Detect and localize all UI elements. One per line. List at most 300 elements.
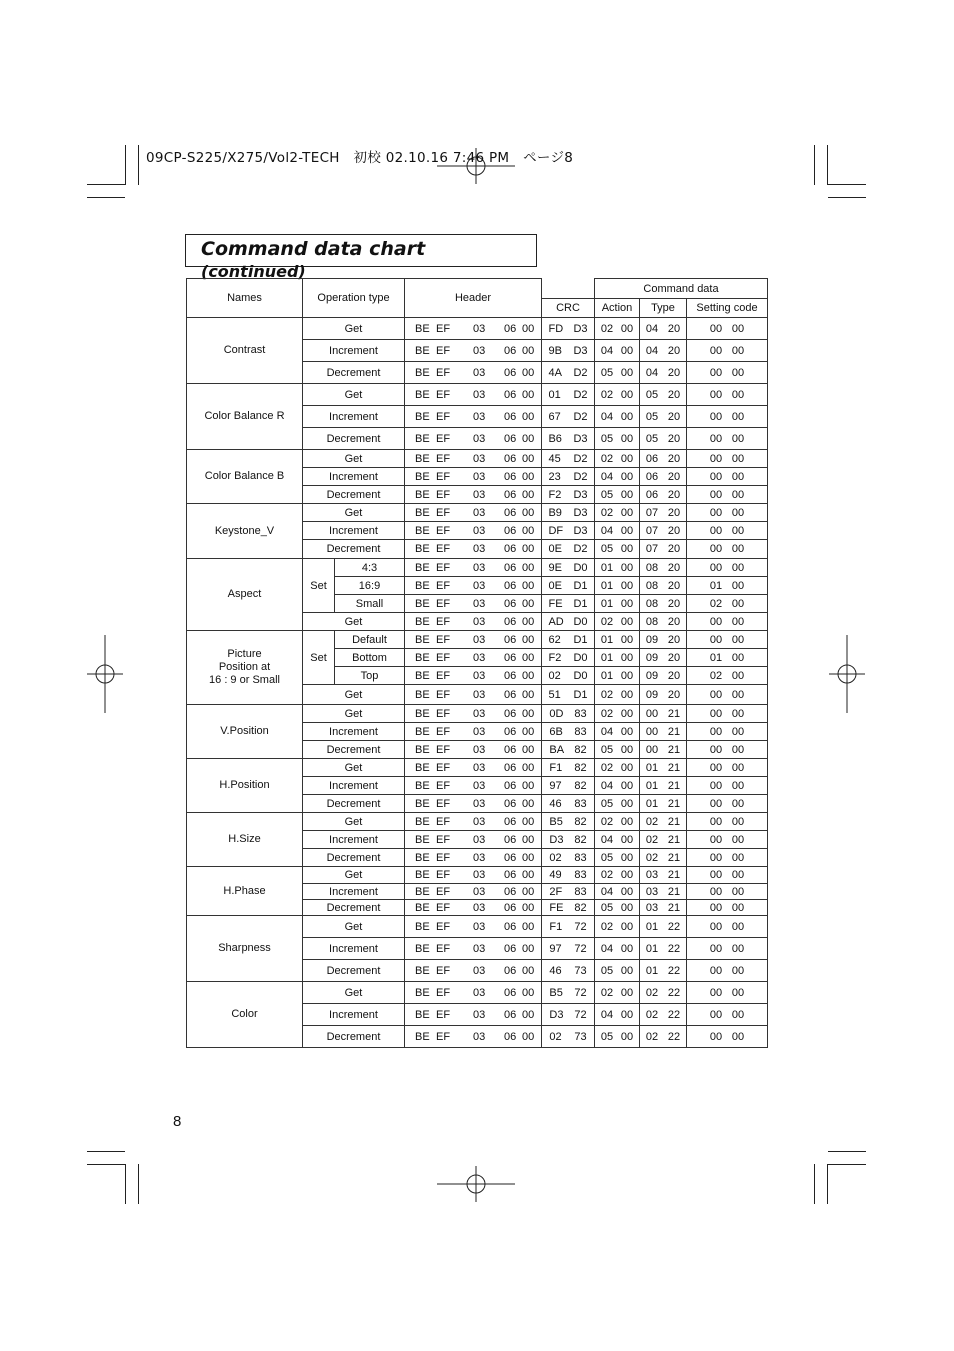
byte: 05 [600,432,614,445]
byte: 01 [600,669,614,682]
crc-cell [542,777,595,795]
type-cell [640,318,687,340]
byte: 04 [600,725,614,738]
byte: 06 [504,743,517,756]
byte: 00 [709,869,723,881]
page-number: 8 [173,1113,182,1130]
group-name: V.Position [220,725,269,737]
byte: EF [436,797,451,810]
byte: 00 [709,524,723,537]
byte: 00 [620,869,634,881]
print-slug: 09CP-S225/X275/Vol2-TECH 初校 02.10.16 7:46 PM ページ8 [146,150,574,166]
crc-cell [542,649,595,667]
byte: BE [415,901,430,914]
byte: 06 [504,725,517,738]
byte: EF [436,543,451,555]
setting-cell [687,406,768,428]
byte: 02 [549,851,562,864]
action-cell [595,916,640,938]
byte: 20 [667,410,681,423]
byte: 03 [473,322,486,335]
byte: 03 [473,779,486,792]
byte: EF [436,561,451,574]
byte: BE [415,597,430,610]
byte: 00 [731,344,745,357]
byte: 04 [600,885,614,898]
byte: 62 [548,633,561,646]
crc-cell [542,759,595,777]
byte: 04 [600,779,614,792]
byte: 00 [709,561,723,574]
byte: 03 [473,432,486,445]
byte: 00 [620,797,634,810]
byte: 06 [504,797,517,810]
byte: 00 [709,942,723,955]
byte: 00 [620,597,634,610]
op-sub-cell: Top [335,667,405,685]
byte: 00 [731,651,745,664]
byte: EF [436,901,451,914]
byte: BE [415,633,430,646]
byte: 06 [504,543,517,555]
action-cell [595,540,640,559]
byte: 00 [709,1008,723,1021]
byte: 07 [645,524,659,537]
crc-cell [542,540,595,559]
byte: BE [415,1030,430,1043]
table-row [187,705,768,723]
byte: 51 [548,688,561,701]
type-cell [640,960,687,982]
table-row [187,867,768,884]
byte: 00 [522,410,535,423]
byte: 21 [667,833,681,846]
byte: BE [415,986,430,999]
group-name-cell [187,705,303,759]
type-cell [640,649,687,667]
byte: 04 [600,1008,614,1021]
byte: 83 [574,885,587,898]
byte: EF [436,366,451,379]
action-cell [595,318,640,340]
byte: D1 [573,579,588,592]
byte: 00 [620,851,634,864]
byte: 22 [667,1030,681,1043]
op-cell: Increment [303,340,405,362]
byte: 00 [731,561,745,574]
op-cell: Get [303,867,405,884]
byte: 03 [473,597,486,610]
byte: 00 [731,432,745,445]
byte: 00 [522,725,535,738]
type-cell [640,577,687,595]
byte: 00 [731,688,745,701]
byte: 04 [600,410,614,423]
byte: 00 [731,470,745,483]
byte: 00 [709,432,723,445]
op-cell: Get [303,450,405,468]
byte: 02 [600,761,614,774]
byte: 20 [667,688,681,701]
group-name-cell [187,813,303,867]
byte: 00 [709,901,723,914]
type-cell [640,631,687,649]
group-name: Keystone_V [214,524,275,537]
byte: BE [415,743,430,756]
byte: B5 [549,815,563,828]
setting-cell [687,849,768,867]
crc-cell [542,450,595,468]
op-cell: Get [303,813,405,831]
byte: EF [436,920,451,933]
byte: 82 [574,901,587,914]
header-operation-type: Operation type [303,279,405,318]
byte: 06 [504,833,517,846]
byte: 00 [522,579,535,592]
byte: 22 [667,964,681,977]
action-cell [595,705,640,723]
byte: 00 [645,707,659,720]
byte: 00 [522,366,535,379]
byte: 00 [620,561,634,574]
setting-cell [687,559,768,577]
header-bytes-cell [405,428,542,450]
byte: 06 [504,344,517,357]
type-cell [640,450,687,468]
header-action: Action [595,299,640,318]
byte: 83 [574,725,587,738]
group-name-line: 16 : 9 or Small [209,674,280,686]
title-box [185,234,537,281]
header-bytes-cell [405,468,542,486]
byte: D3 [573,322,588,335]
byte: 00 [620,651,634,664]
byte: 06 [504,1008,517,1021]
byte: 00 [522,615,535,628]
crc-cell [542,1004,595,1026]
setting-cell [687,318,768,340]
byte: 00 [645,743,659,756]
crop-mark [828,184,866,185]
header-bytes-cell [405,577,542,595]
byte: EF [436,452,451,465]
byte: 6B [549,725,563,738]
byte: 04 [600,344,614,357]
byte: 00 [731,885,745,898]
op-sub-cell: Bottom [335,649,405,667]
byte: 04 [600,833,614,846]
byte: 03 [473,452,486,465]
setting-cell [687,468,768,486]
byte: 00 [522,964,535,977]
table-row [187,813,768,831]
header-names: Names [187,279,303,318]
byte: BE [415,942,430,955]
byte: 00 [522,561,535,574]
header-bytes-cell [405,667,542,685]
type-cell [640,685,687,705]
action-cell [595,595,640,613]
byte: 05 [645,410,659,423]
byte: 00 [522,688,535,701]
group-name: H.Size [228,833,261,845]
byte: 00 [522,797,535,810]
byte: 00 [522,761,535,774]
group-name-cell [187,759,303,813]
byte: 23 [548,470,561,483]
byte: 20 [667,651,681,664]
byte: 06 [504,470,517,483]
byte: 72 [574,942,587,955]
byte: 46 [549,964,562,977]
byte: 83 [574,851,587,864]
byte: 21 [667,779,681,792]
byte: 06 [504,1030,517,1043]
setting-cell [687,450,768,468]
byte: 9E [548,561,562,574]
crc-cell [542,428,595,450]
byte: 01 [709,651,723,664]
crc-cell [542,613,595,631]
group-name-cell [187,450,303,504]
setting-cell [687,504,768,522]
setting-cell [687,667,768,685]
crc-cell [542,849,595,867]
byte: 00 [522,388,535,401]
type-cell [640,1026,687,1048]
crop-mark [125,1164,126,1204]
byte: 00 [731,579,745,592]
byte: BE [415,579,430,592]
header-bytes-cell [405,705,542,723]
byte: 21 [667,901,681,914]
setting-cell [687,831,768,849]
byte: 00 [709,322,723,335]
byte: 00 [522,597,535,610]
byte: 02 [600,707,614,720]
byte: 06 [504,669,517,682]
byte: 72 [574,1008,587,1021]
type-cell [640,522,687,540]
byte: EF [436,579,451,592]
crc-cell [542,813,595,831]
header-bytes-cell [405,960,542,982]
byte: 00 [522,669,535,682]
crop-mark [87,197,125,198]
byte: 06 [504,410,517,423]
type-cell [640,428,687,450]
op-cell: Get [303,982,405,1004]
action-cell [595,362,640,384]
byte: 03 [473,470,486,483]
byte: BE [415,885,430,898]
setting-cell [687,577,768,595]
setting-cell [687,384,768,406]
crc-cell [542,667,595,685]
crc-cell [542,916,595,938]
byte: 00 [709,885,723,898]
setting-cell [687,685,768,705]
byte: EF [436,633,451,646]
byte: 21 [667,797,681,810]
byte: 00 [620,579,634,592]
byte: 06 [645,452,659,465]
byte: 06 [504,707,517,720]
crc-cell [542,831,595,849]
byte: 00 [709,366,723,379]
crop-mark [814,145,815,185]
header-type: Type [640,299,687,318]
byte: BE [415,725,430,738]
op-cell: Decrement [303,900,405,916]
byte: D0 [573,669,588,682]
op-sub-cell: 16:9 [335,577,405,595]
header-bytes-cell [405,900,542,916]
byte: 06 [504,452,517,465]
table-row [187,318,768,340]
byte: 01 [600,651,614,664]
byte: 08 [645,579,659,592]
byte: 07 [645,543,659,555]
byte: 03 [473,1008,486,1021]
byte: 00 [709,633,723,646]
byte: 00 [731,388,745,401]
table-row [187,759,768,777]
byte: 00 [620,615,634,628]
byte: 00 [709,452,723,465]
header-bytes-cell [405,613,542,631]
byte: 22 [667,920,681,933]
header-bytes-cell [405,723,542,741]
op-cell: Increment [303,406,405,428]
setting-cell [687,613,768,631]
crc-cell [542,504,595,522]
crop-mark [138,1164,139,1204]
byte: BE [415,761,430,774]
type-cell [640,938,687,960]
byte: 00 [620,833,634,846]
group-name-cell [187,559,303,631]
type-cell [640,595,687,613]
header-bytes-cell [405,831,542,849]
byte: 03 [473,885,486,898]
byte: 05 [600,743,614,756]
byte: 00 [731,366,745,379]
byte: 03 [473,651,486,664]
byte: 0E [548,543,562,555]
setting-cell [687,705,768,723]
byte: 00 [620,388,634,401]
byte: 00 [709,964,723,977]
type-cell [640,813,687,831]
byte: 22 [667,1008,681,1021]
byte: 05 [600,797,614,810]
byte: BE [415,506,430,519]
group-name-cell [187,982,303,1048]
byte: 03 [645,885,659,898]
byte: 00 [620,470,634,483]
header-bytes-cell [405,849,542,867]
header-bytes-cell [405,982,542,1004]
byte: 00 [522,524,535,537]
type-cell [640,559,687,577]
byte: 00 [731,488,745,501]
crop-mark [814,1164,815,1204]
byte: 21 [667,851,681,864]
byte: 20 [667,344,681,357]
title-main: Command data chart [201,238,426,260]
byte: 00 [731,964,745,977]
byte: 06 [504,942,517,955]
op-cell: Get [303,613,405,631]
op-cell: Decrement [303,960,405,982]
byte: 03 [645,901,659,914]
header-bytes-cell [405,685,542,705]
op-sub-cell: Small [335,595,405,613]
action-cell [595,450,640,468]
byte: 20 [667,561,681,574]
header-bytes-cell [405,795,542,813]
byte: EF [436,1008,451,1021]
byte: 00 [620,942,634,955]
byte: D3 [549,1008,564,1021]
header-bytes-cell [405,559,542,577]
table-row [187,916,768,938]
byte: EF [436,651,451,664]
byte: 00 [620,1030,634,1043]
byte: D3 [573,524,588,537]
byte: D2 [573,410,588,423]
byte: 01 [600,561,614,574]
byte: 02 [600,615,614,628]
byte: 01 [645,779,659,792]
byte: EF [436,1030,451,1043]
byte: EF [436,869,451,881]
byte: 06 [504,779,517,792]
byte: 00 [620,688,634,701]
byte: 20 [667,322,681,335]
group-name: Color [231,1008,258,1020]
byte: 03 [473,344,486,357]
byte: D2 [573,388,588,401]
setting-cell [687,631,768,649]
byte: BE [415,869,430,881]
group-name-cell [187,384,303,450]
byte: 21 [667,761,681,774]
byte: EF [436,942,451,955]
byte: 20 [667,366,681,379]
crop-mark [125,145,126,185]
byte: 06 [504,506,517,519]
byte: 03 [473,833,486,846]
byte: 22 [667,942,681,955]
crc-cell [542,705,595,723]
crc-cell [542,406,595,428]
byte: BE [415,815,430,828]
byte: 21 [667,725,681,738]
byte: 02 [600,986,614,999]
byte: 00 [620,707,634,720]
crc-cell [542,486,595,504]
op-cell: Get [303,685,405,705]
byte: 00 [731,543,745,555]
byte: 01 [600,633,614,646]
byte: 06 [504,901,517,914]
byte: BE [415,410,430,423]
byte: 06 [504,561,517,574]
setting-cell [687,522,768,540]
byte: D2 [573,470,588,483]
